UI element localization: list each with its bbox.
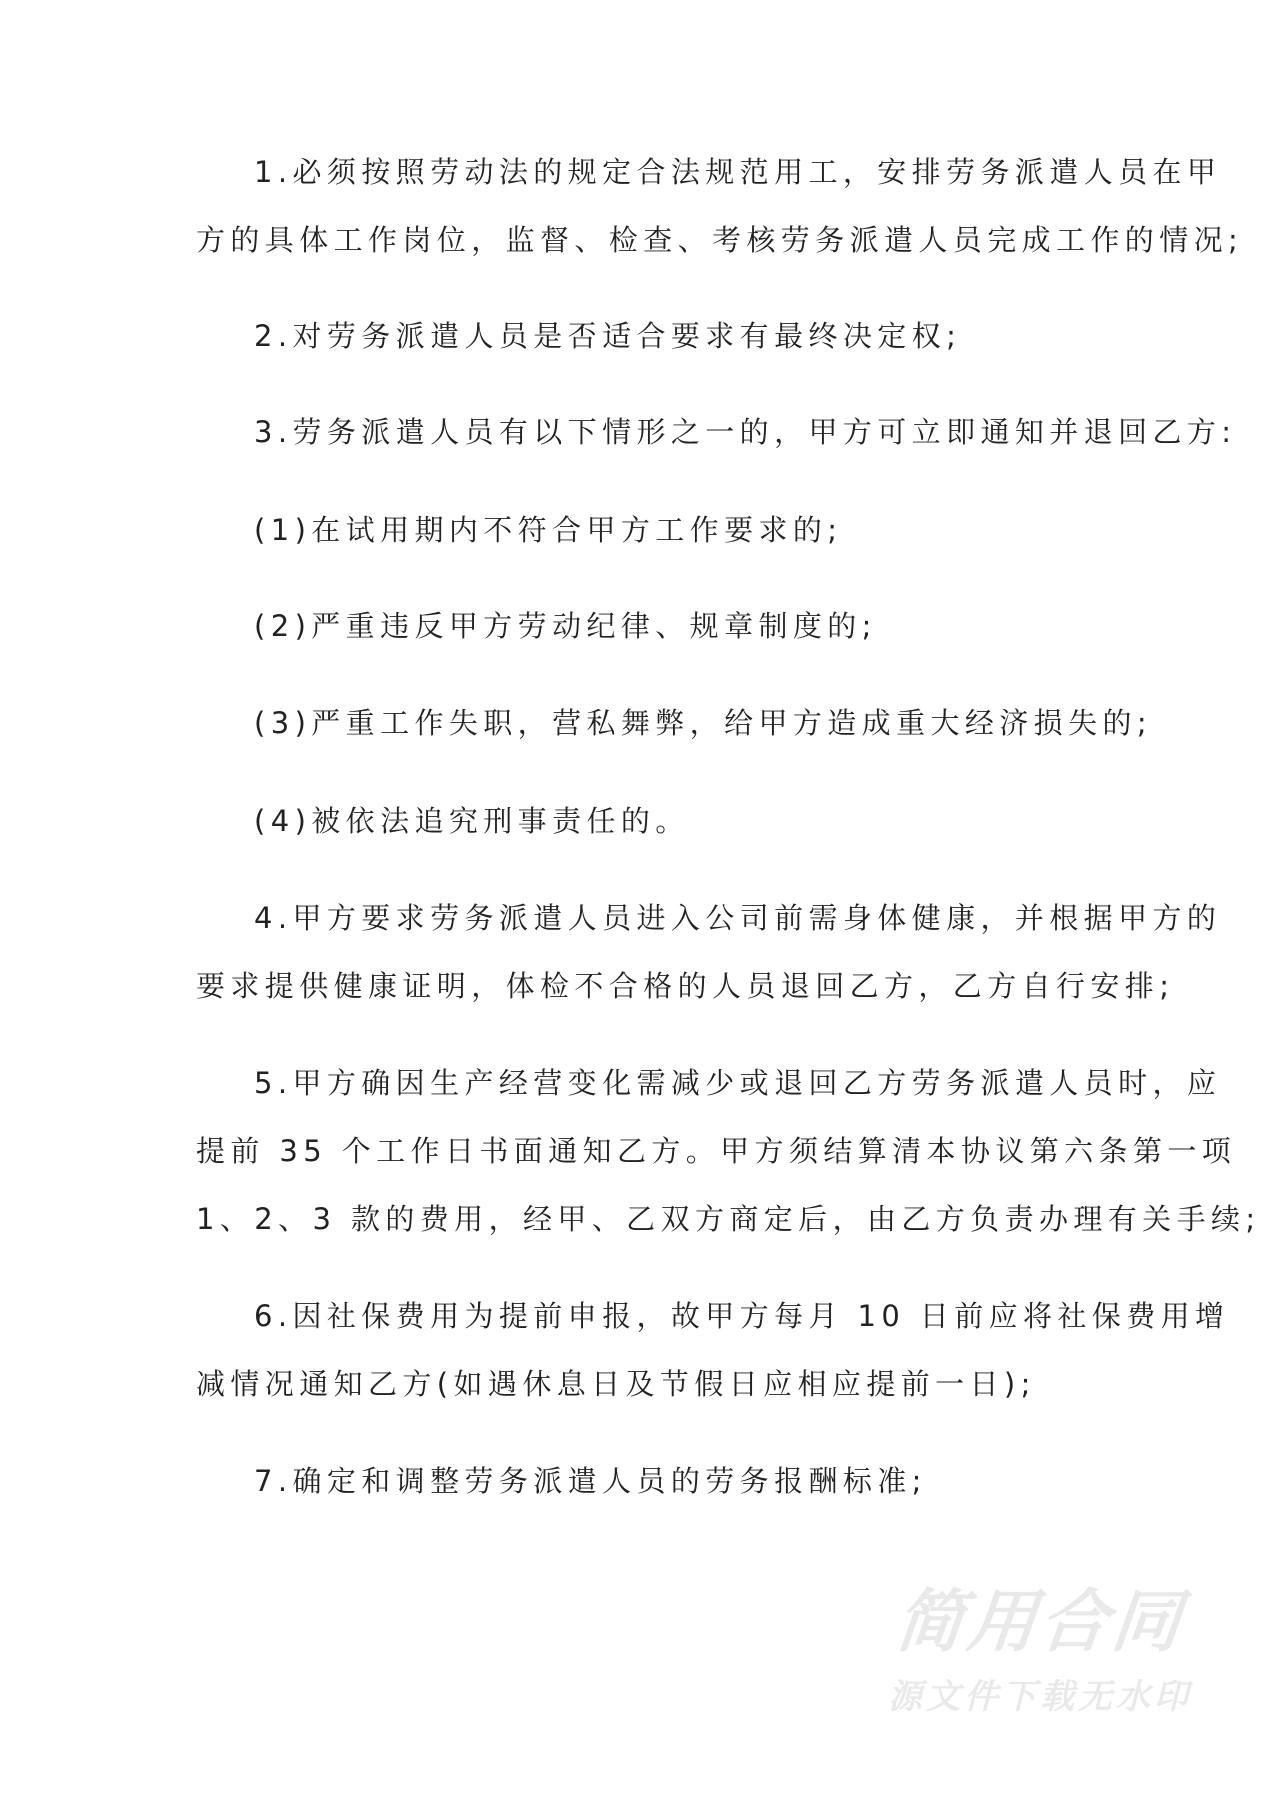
clause-2: 2.对劳务派遣人员是否适合要求有最终决定权; [254,319,962,353]
clause-6-line-1: 6.因社保费用为提前申报，故甲方每月 10 日前应将社保费用增 [254,1299,1230,1333]
clause-3-item-1: (1)在试用期内不符合甲方工作要求的; [254,513,843,547]
clause-7: 7.确定和调整劳务派遣人员的劳务报酬标准; [254,1464,927,1498]
clause-5-line-2: 提前 35 个工作日书面通知乙方。甲方须结算清本协议第六条第一项 [196,1134,1237,1168]
clause-1-line-1: 1.必须按照劳动法的规定合法规范用工，安排劳务派遣人员在甲 [254,155,1222,189]
clause-5-line-1: 5.甲方确因生产经营变化需减少或退回乙方劳务派遣人员时，应 [254,1066,1222,1100]
clause-3: 3.劳务派遣人员有以下情形之一的，甲方可立即通知并退回乙方: [254,415,1237,449]
clause-6-line-2: 减情况通知乙方(如遇休息日及节假日应相应提前一日); [196,1367,1036,1401]
watermark-title: 简用合同 [891,1583,1189,1662]
clause-5-line-3: 1、2、3 款的费用，经甲、乙双方商定后，由乙方负责办理有关手续; [196,1202,1261,1236]
watermark [880,1585,1200,1719]
watermark-subtitle: 源文件下载无水印 [888,1677,1192,1717]
clause-1-line-2: 方的具体工作岗位，监督、检查、考核劳务派遣人员完成工作的情况; [196,223,1244,257]
clause-4-line-1: 4.甲方要求劳务派遣人员进入公司前需身体健康，并根据甲方的 [254,901,1222,935]
clause-3-item-4: (4)被依法追究刑事责任的。 [254,804,690,838]
clause-4-line-2: 要求提供健康证明，体检不合格的人员退回乙方，乙方自行安排; [196,969,1175,1003]
clause-3-item-3: (3)严重工作失职，营私舞弊，给甲方造成重大经济损失的; [254,706,1153,740]
clause-3-item-2: (2)严重违反甲方劳动纪律、规章制度的; [254,609,877,643]
